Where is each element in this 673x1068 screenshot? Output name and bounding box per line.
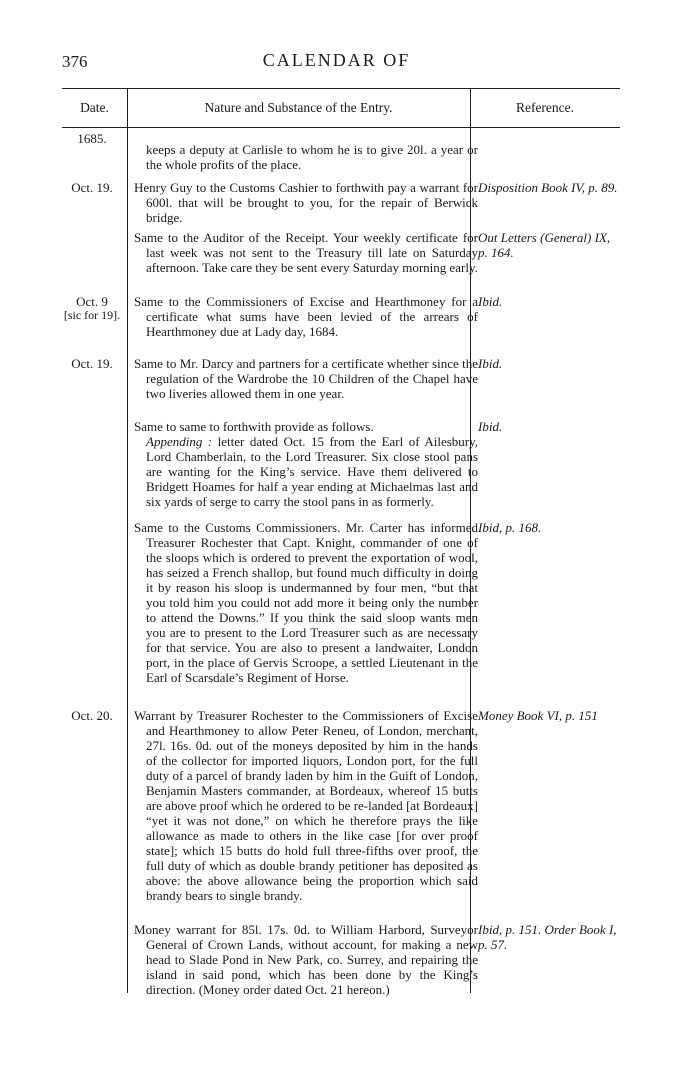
entry-text: Same to Mr. Darcy and partners for a certificate whether since the regulation of the Wardrobe the 10 Children of the Chapel have two liveries allowed them in one year. — [134, 356, 478, 401]
date-column-header: Date. — [80, 100, 109, 115]
entry-reference: Disposition Book IV, p. 89. — [478, 180, 618, 195]
entry-reference: Ibid. — [478, 294, 503, 309]
entry-text — [134, 419, 478, 509]
entry-text: keeps a deputy at Carlisle to whom he is to give 20l. a year or the whole profits of the place. — [146, 142, 478, 172]
entry-heading: Same to same to forthwith provide as follows. — [134, 419, 374, 434]
entry-text: Money warrant for 85l. 17s. 0d. to William Harbord, Surveyor General of Crown Lands, without account, for making a new head to Slade Pond in New Park, co. Surrey, and repairing the island in said pond, which has been done by the King’s direction. (Money order dated Oct. 21 hereon.) — [134, 922, 478, 997]
entry-reference: Money Book VI, p. 151 — [478, 708, 598, 723]
running-head: CALENDAR OF — [262, 50, 411, 70]
entry-text: Same to the Customs Commissioners. Mr. Carter has informed Treasurer Rochester that Capt. Knight, commander of one of the sloops which is ordered to prevent the exportation of wool, has seized a French shallop, but found much difficulty in doing it by reason his sloop is undermanned by four men, “but that you told him you could not add more it being only the number to attend the Downs.” If you think the said sloop wants men you are to present to the Lord Treasurer such as are necessary for that service. You are also to present a landwaiter, London port, in the place of Gervis Scroope, a settled Lieutenant in the Earl of Scarsdale’s Regiment of Horse. — [134, 520, 478, 685]
entry-date: Oct. 9 — [76, 294, 108, 309]
appending-label: Appending : — [146, 434, 213, 449]
table-top-rule — [62, 88, 620, 89]
entry-date-correction: [sic for 19]. — [63, 308, 121, 322]
entry-date: Oct. 20. — [71, 708, 113, 723]
entry-reference: Ibid. — [478, 419, 503, 434]
entry-reference: Out Letters (General) IX, p. 164. — [478, 230, 611, 260]
header-rule — [62, 127, 620, 128]
reference-column-header: Reference. — [515, 100, 575, 115]
page-number: 376 — [62, 52, 88, 71]
entry-date: 1685. — [77, 131, 107, 146]
entry-reference: Ibid, p. 151. Order Book I, p. 57. — [478, 922, 617, 952]
entry-date: Oct. 19. — [71, 180, 113, 195]
entry-reference: Ibid, p. 168. — [478, 520, 542, 535]
entry-text: Same to the Auditor of the Receipt. Your weekly certificate for last week was not sent to the Treasury till late on Saturday afternoon. Take care they be sent every Saturday morning early. — [134, 230, 478, 275]
entry-reference: Ibid. — [478, 356, 503, 371]
nature-column-header: Nature and Substance of the Entry. — [204, 100, 393, 115]
entry-date: Oct. 19. — [71, 356, 113, 371]
appending-text: letter dated Oct. 15 from the Earl of Ailesbury, Lord Chamberlain, to the Lord Treasurer. Six close stool pans are wanting for the King’s service. Have them delivered to Bridgett Hoames for half a year ending at Michaelmas last and six yards of serge to carry the stool pans in as formerly. — [146, 434, 479, 509]
entry-text: Same to the Commissioners of Excise and Hearthmoney for a certificate what sums have been levied of the arrears of Hearthmoney due at Lady day, 1684. — [134, 294, 478, 339]
entry-text: Henry Guy to the Customs Cashier to forthwith pay a warrant for 600l. that will be brought to you, for the repair of Berwick bridge. — [134, 180, 478, 225]
date-column-rule — [127, 88, 128, 993]
entry-text: Warrant by Treasurer Rochester to the Commissioners of Excise and Hearthmoney to allow Peter Reneu, of London, merchant, 27l. 16s. 0d. out of the moneys deposited by him in the hands of the collector for imported liquors, London port, for the full duty of a parcel of brandy laden by him in the Guift of London, Benjamin Masters commander, at Bordeaux, whereof 15 butts are above proof which he ordered to be re-landed [at Bordeaux] “yet it was not done,” on which he therefore prays the like allowance as made to others in the like case [for over proof state]; which 15 butts do hold full three-fifths over proof, the full duty of which as double brandy petitioner has deposited as above: the above allowance being the proportion which said brandy bears to single brandy. — [134, 708, 478, 903]
